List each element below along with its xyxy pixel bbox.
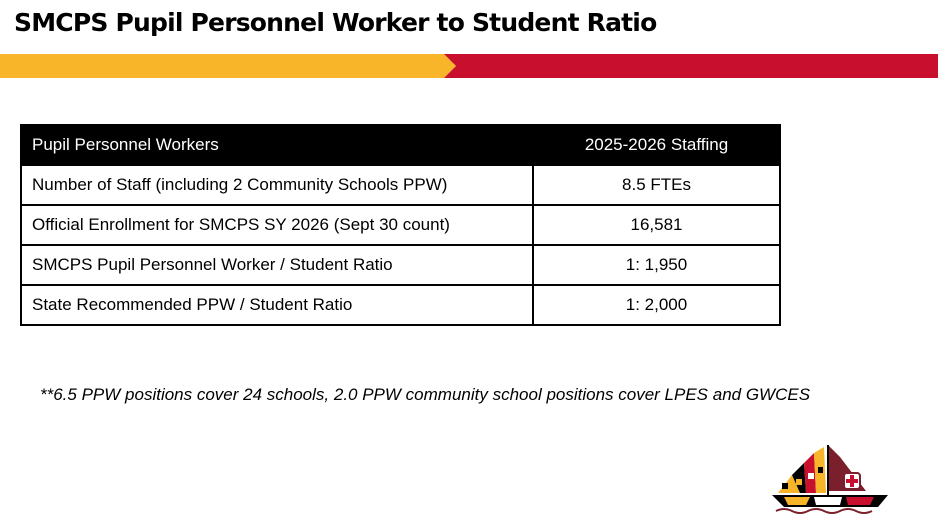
footnote: **6.5 PPW positions cover 24 schools, 2.0 PPW community school positions cover LPES and GWCES: [40, 385, 811, 404]
page-title: SMCPS Pupil Personnel Worker to Student Ratio: [14, 8, 657, 37]
ship-logo-icon: [770, 445, 910, 517]
staffing-table: [20, 124, 781, 326]
column-header-staffing: 2025-2026 Staffing: [533, 125, 780, 165]
table-row: [21, 245, 780, 285]
row-value: 1: 2,000: [533, 285, 780, 325]
row-value: 8.5 FTEs: [533, 165, 780, 205]
row-label: SMCPS Pupil Personnel Worker / Student Ratio: [21, 245, 533, 285]
accent-banner: [0, 54, 938, 78]
row-label: Official Enrollment for SMCPS SY 2026 (Sept 30 count): [21, 205, 533, 245]
table-header-row: [21, 125, 780, 165]
row-value: 16,581: [533, 205, 780, 245]
row-label: State Recommended PPW / Student Ratio: [21, 285, 533, 325]
accent-banner-gold: [0, 54, 456, 78]
row-label: Number of Staff (including 2 Community Schools PPW): [21, 165, 533, 205]
table-row: [21, 285, 780, 325]
table-row: [21, 205, 780, 245]
accent-banner-red: [444, 54, 938, 78]
column-header-workers: Pupil Personnel Workers: [21, 125, 533, 165]
table-row: [21, 165, 780, 205]
row-value: 1: 1,950: [533, 245, 780, 285]
